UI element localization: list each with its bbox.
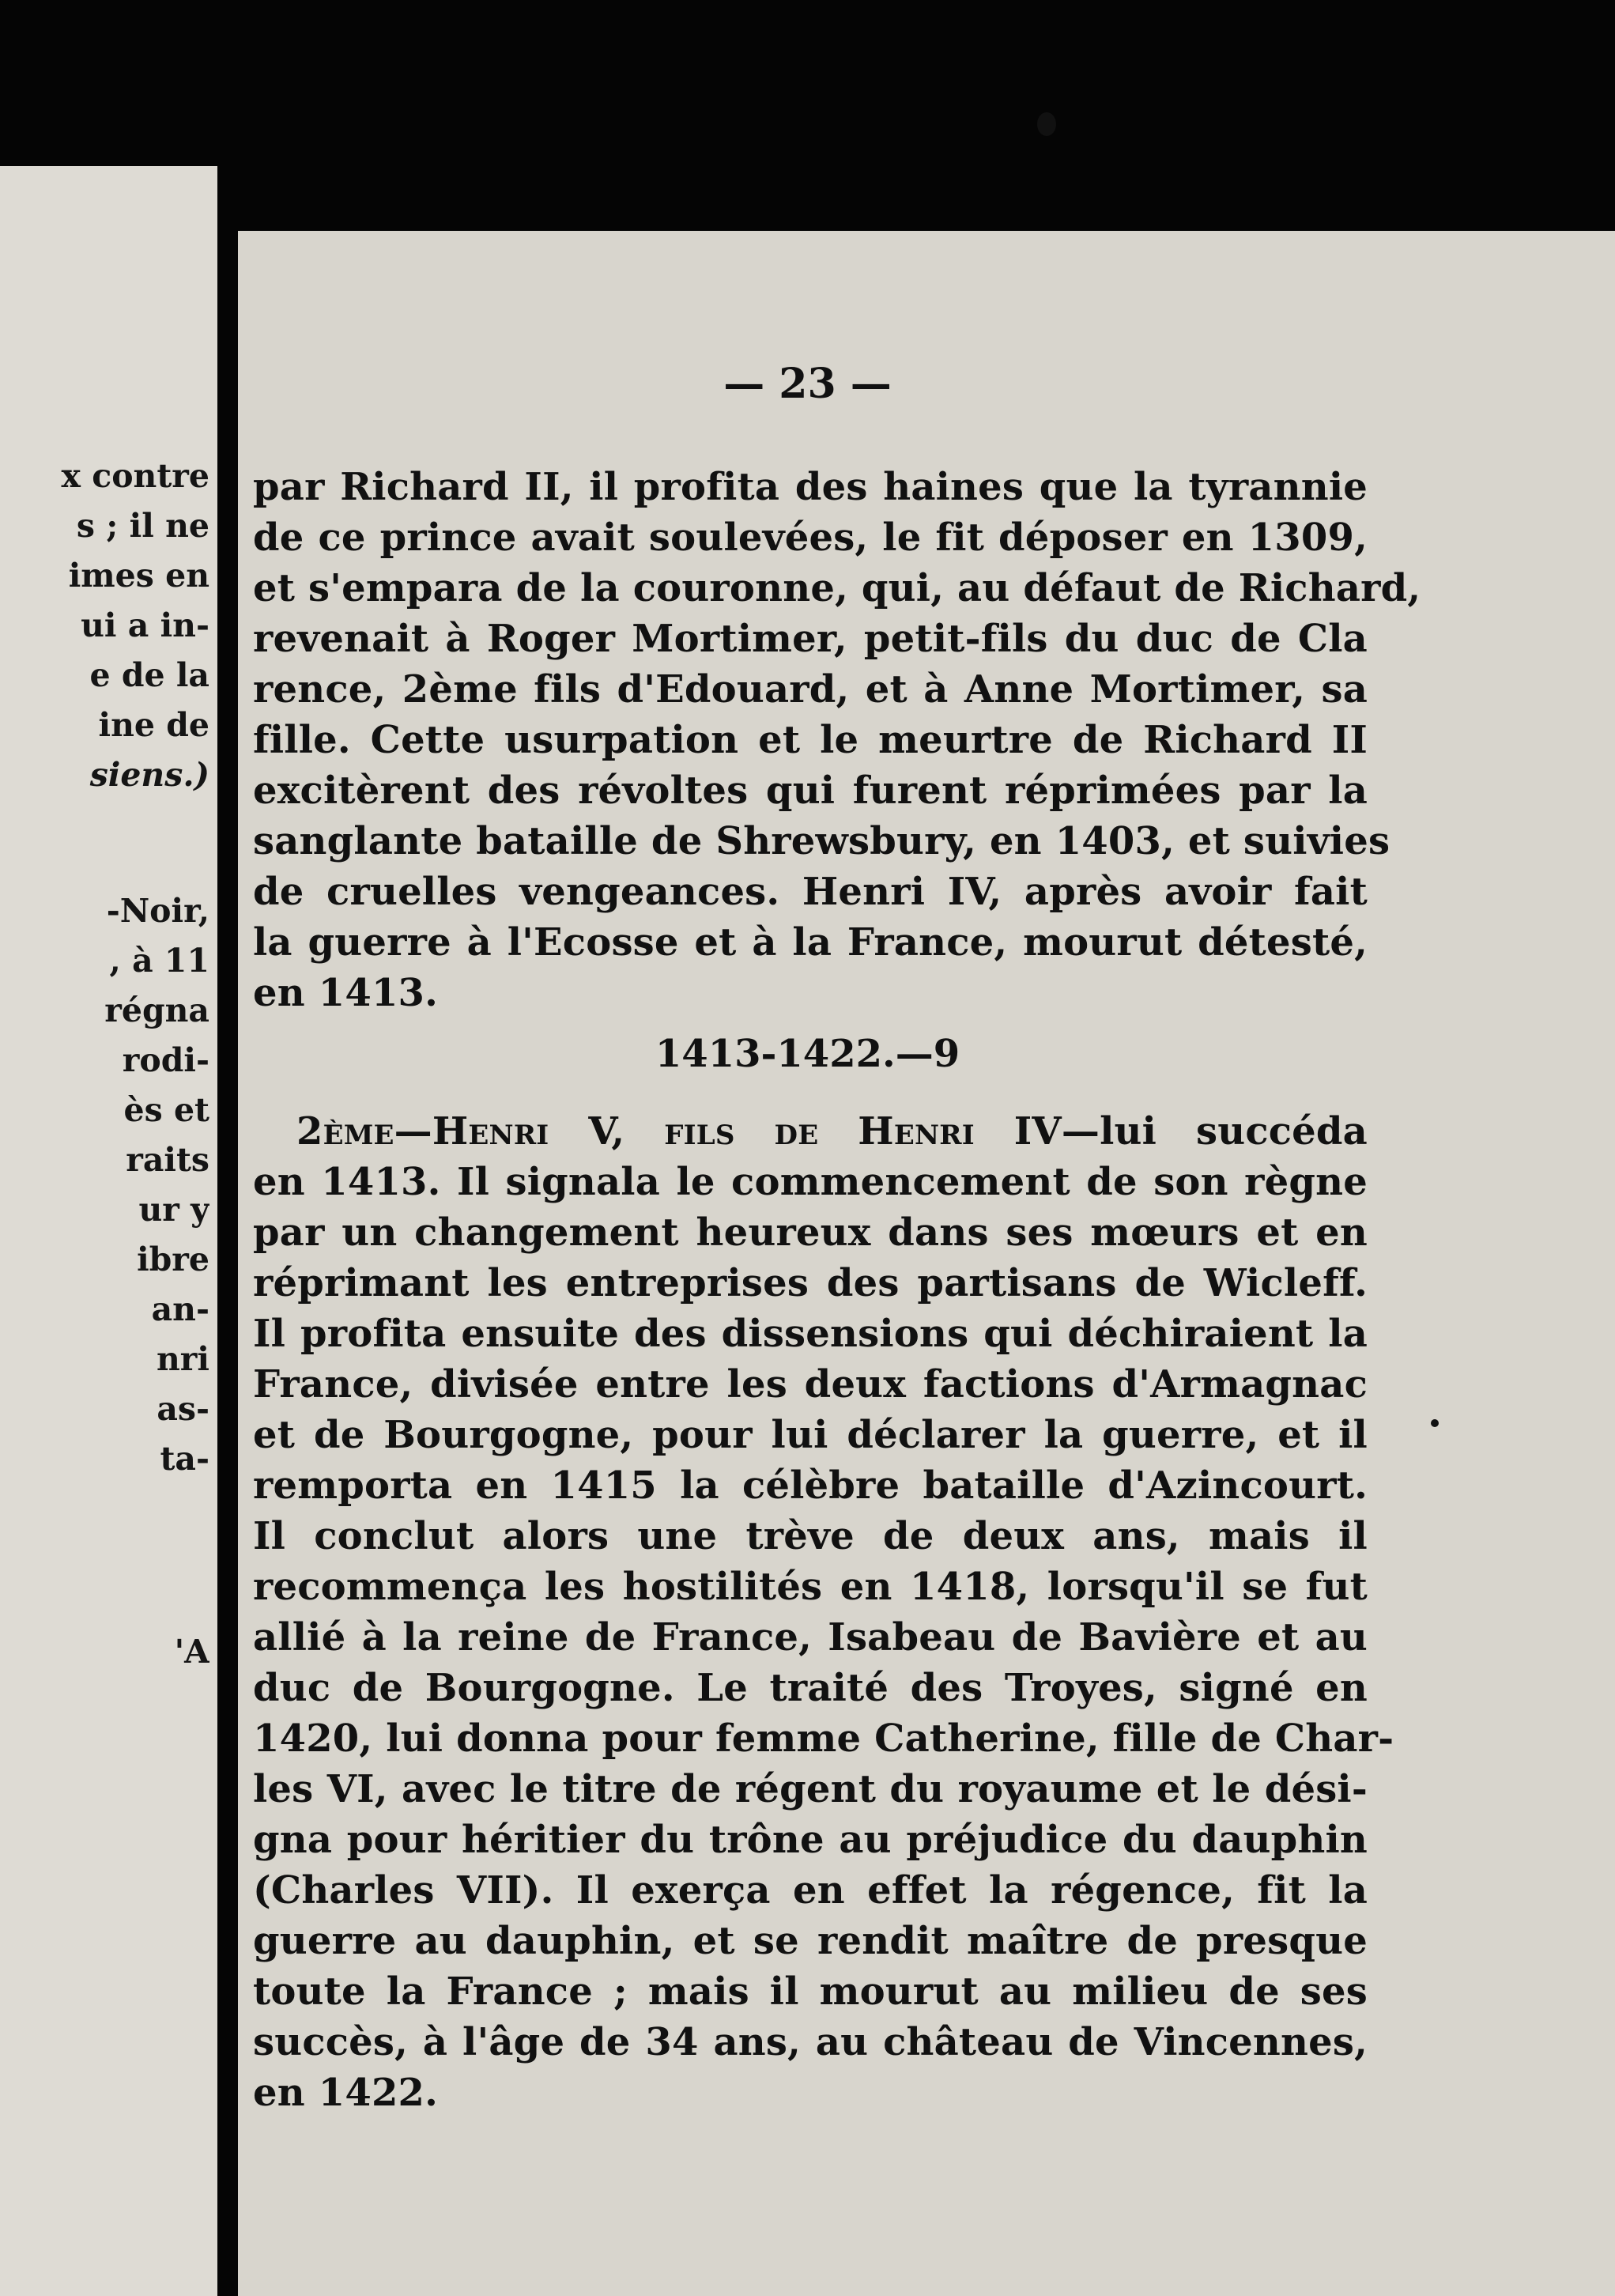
dust-speck [1037,112,1056,136]
book-gutter [217,213,238,2296]
paragraph-line: de ce prince avait soulevées, le fit déposer en 1309, [253,515,1368,560]
left-page-line: nri [157,1340,209,1378]
left-page-line: e de la [89,656,209,694]
left-page-line: rodi- [122,1041,209,1079]
paragraph-line: toute la France ; mais il mourut au milieu de ses [253,1969,1368,2014]
left-page-line: régna [104,991,209,1029]
ordinal-label: 2ème [296,1109,394,1154]
left-page-line: ur y [138,1191,209,1229]
paragraph-line: Il conclut alors une trève de deux ans, mais il [253,1514,1368,1558]
paragraph-line: 1420, lui donna pour femme Catherine, fille de Char- [253,1716,1394,1761]
paragraph-line: France, divisée entre les deux factions d'Armagnac [253,1362,1368,1407]
paragraph-line: la guerre à l'Ecosse et à la France, mourut détesté, [253,920,1368,965]
paragraph-line: Il profita ensuite des dissensions qui déchiraient la [253,1312,1368,1356]
left-page-line: ta- [160,1440,209,1478]
left-page-line: an- [151,1290,209,1328]
left-page-line: as- [157,1390,209,1428]
king-name: —Henri V, fils de Henri IV [394,1109,1062,1154]
left-page-line: ibre [137,1241,209,1278]
page-number: — 23 — [723,360,892,408]
paragraph-line: et s'empara de la couronne, qui, au défaut de Richard, [253,566,1421,610]
left-page-line: 'A [174,1633,209,1671]
section-heading: 1413-1422.—9 [655,1032,960,1076]
paragraph-line: sanglante bataille de Shrewsbury, en 1403, et suivies [253,819,1390,863]
paragraph-line: succès, à l'âge de 34 ans, au château de Vincennes, [253,2020,1368,2064]
left-page-line: ès et [123,1091,209,1129]
paragraph-line: par un changement heureux dans ses mœurs et en [253,1210,1368,1255]
paragraph-line: réprimant les entreprises des partisans de Wicleff. [253,1261,1368,1305]
paragraph-line: remporta en 1415 la célèbre bataille d'Azincourt. [253,1463,1368,1508]
left-page-line: s ; il ne [76,507,209,545]
left-page-line: imes en [68,557,209,595]
paragraph-line: recommença les hostilités en 1418, lorsqu'il se fut [253,1565,1368,1609]
paragraph-line: duc de Bourgogne. Le traité des Troyes, signé en [253,1666,1368,1710]
paragraph-line: en 1413. [253,971,439,1015]
paragraph-line: en 1413. Il signala le commencement de son règne [253,1160,1368,1204]
left-page-line: , à 11 [109,942,209,980]
paragraph-line: les VI, avec le titre de régent du royaume et le dési- [253,1767,1368,1811]
paragraph-line: de cruelles vengeances. Henri IV, après avoir fait [253,870,1368,914]
paragraph-line: gna pour héritier du trône au préjudice du dauphin [253,1818,1368,1862]
paragraph-line: et de Bourgogne, pour lui déclarer la guerre, et il [253,1413,1368,1457]
left-page-line: ine de [98,706,209,744]
lead-rest: —lui succéda [1061,1109,1368,1154]
dust-speck [1431,1419,1439,1427]
paragraph-line: guerre au dauphin, et se rendit maître de presque [253,1919,1368,1963]
left-facing-page [0,166,217,2296]
paragraph-lead-line [296,1109,1368,1154]
left-page-line: siens.) [89,756,209,794]
left-page-line: ui a in- [81,606,209,644]
paragraph-line: excitèrent des révoltes qui furent réprimées par la [253,768,1368,813]
paragraph-line: revenait à Roger Mortimer, petit-fils du duc de Cla [253,617,1368,661]
left-page-line: -Noir, [106,892,209,930]
paragraph-line: allié à la reine de France, Isabeau de Bavière et au [253,1615,1368,1660]
paragraph-line: rence, 2ème fils d'Edouard, et à Anne Mortimer, sa [253,667,1368,712]
left-page-line: raits [126,1141,209,1179]
left-page-line: x contre [61,457,209,495]
paragraph-line: en 1422. [253,2071,439,2115]
paragraph-line: fille. Cette usurpation et le meurtre de Richard II [253,718,1368,762]
paragraph-line: (Charles VII). Il exerça en effet la régence, fit la [253,1868,1368,1913]
paragraph-line: par Richard II, il profita des haines que la tyrannie [253,465,1368,509]
